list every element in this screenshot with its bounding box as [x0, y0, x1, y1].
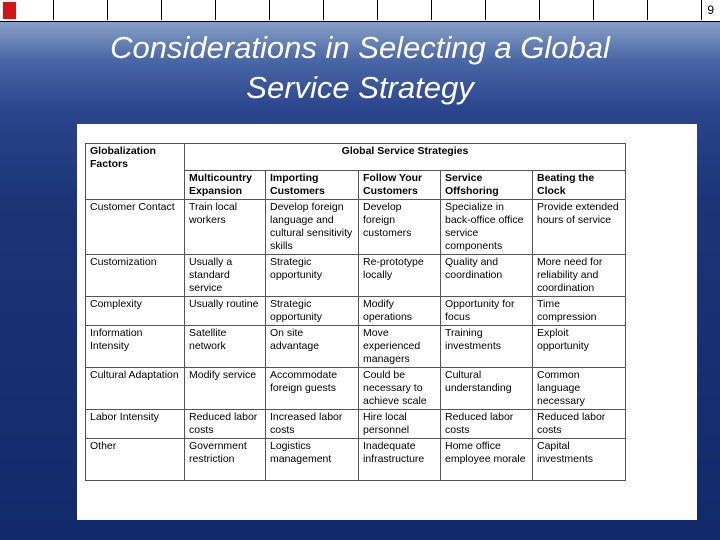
- table-cell: Reduced labor costs: [441, 410, 533, 439]
- table-cell: Could be necessary to achieve scale: [359, 368, 441, 410]
- table-cell: Strategic opportunity: [266, 255, 359, 297]
- factor-cell: Customization: [86, 255, 185, 297]
- strategy-header: Beating the Clock: [533, 171, 626, 200]
- table-cell: Time compression: [533, 297, 626, 326]
- top-bar-cell: [486, 0, 540, 20]
- table-cell: Satellite network: [185, 326, 266, 368]
- top-bar-cell: [432, 0, 486, 20]
- table-panel: [77, 124, 697, 520]
- table-cell: Usually routine: [185, 297, 266, 326]
- strategy-table: [85, 143, 626, 481]
- top-bar-cell: [594, 0, 648, 20]
- table-row: [86, 410, 626, 439]
- strategy-header: Follow Your Customers: [359, 171, 441, 200]
- top-bar-cell: [540, 0, 594, 20]
- table-cell: Usually a standard service: [185, 255, 266, 297]
- table-cell: Increased labor costs: [266, 410, 359, 439]
- table-cell: Move experienced managers: [359, 326, 441, 368]
- table-cell: Modify operations: [359, 297, 441, 326]
- table-cell: Capital investments: [533, 439, 626, 481]
- strategy-header: Importing Customers: [266, 171, 359, 200]
- table-cell: Common language necessary: [533, 368, 626, 410]
- title-line-1: Considerations in Selecting a Global: [110, 30, 610, 65]
- top-bar-cell: [648, 0, 702, 20]
- strategy-header: Multicountry Expansion: [185, 171, 266, 200]
- table-cell: Strategic opportunity: [266, 297, 359, 326]
- table-cell: Provide extended hours of service: [533, 200, 626, 255]
- top-bar-cell: [0, 0, 54, 20]
- corner-header: Globalization Factors: [86, 144, 185, 200]
- header-row: [86, 144, 626, 171]
- table-cell: Re-prototype locally: [359, 255, 441, 297]
- table-cell: More need for reliability and coordination: [533, 255, 626, 297]
- table-cell: Training investments: [441, 326, 533, 368]
- table-cell: Hire local personnel: [359, 410, 441, 439]
- top-bar-cell: [324, 0, 378, 20]
- factor-cell: Information Intensity: [86, 326, 185, 368]
- table-cell: Quality and coordination: [441, 255, 533, 297]
- top-bar-cell: [270, 0, 324, 20]
- slide-top-bar: [0, 0, 720, 22]
- table-cell: Logistics management: [266, 439, 359, 481]
- factor-cell: Labor Intensity: [86, 410, 185, 439]
- table-cell: Modify service: [185, 368, 266, 410]
- top-bar-cell: [378, 0, 432, 20]
- table-cell: Opportunity for focus: [441, 297, 533, 326]
- factor-cell: Complexity: [86, 297, 185, 326]
- strategy-header: Service Offshoring: [441, 171, 533, 200]
- table-cell: Develop foreign language and cultural sensitivity skills: [266, 200, 359, 255]
- table-cell: Train local workers: [185, 200, 266, 255]
- table-row: [86, 368, 626, 410]
- table-cell: Home office employee morale: [441, 439, 533, 481]
- table-row: [86, 297, 626, 326]
- slide-title: [60, 28, 660, 108]
- table-row: [86, 326, 626, 368]
- table-row: [86, 439, 626, 481]
- top-bar-cell: [216, 0, 270, 20]
- table-cell: Specialize in back-office office service components: [441, 200, 533, 255]
- title-line-2: Service Strategy: [246, 70, 474, 105]
- table-cell: Government restriction: [185, 439, 266, 481]
- table-cell: Reduced labor costs: [533, 410, 626, 439]
- top-bar-cell: [54, 0, 108, 20]
- page-number: 9: [707, 3, 714, 17]
- top-bar-cell: [108, 0, 162, 20]
- table-cell: On site advantage: [266, 326, 359, 368]
- table-cell: Reduced labor costs: [185, 410, 266, 439]
- group-header: Global Service Strategies: [185, 144, 626, 171]
- table-cell: Develop foreign customers: [359, 200, 441, 255]
- factor-cell: Customer Contact: [86, 200, 185, 255]
- table-cell: Inadequate infrastructure: [359, 439, 441, 481]
- table-cell: Cultural understanding: [441, 368, 533, 410]
- table-cell: Exploit opportunity: [533, 326, 626, 368]
- factor-cell: Cultural Adaptation: [86, 368, 185, 410]
- factor-cell: Other: [86, 439, 185, 481]
- table-row: [86, 255, 626, 297]
- top-bar-cell: [162, 0, 216, 20]
- table-row: [86, 200, 626, 255]
- table-cell: Accommodate foreign guests: [266, 368, 359, 410]
